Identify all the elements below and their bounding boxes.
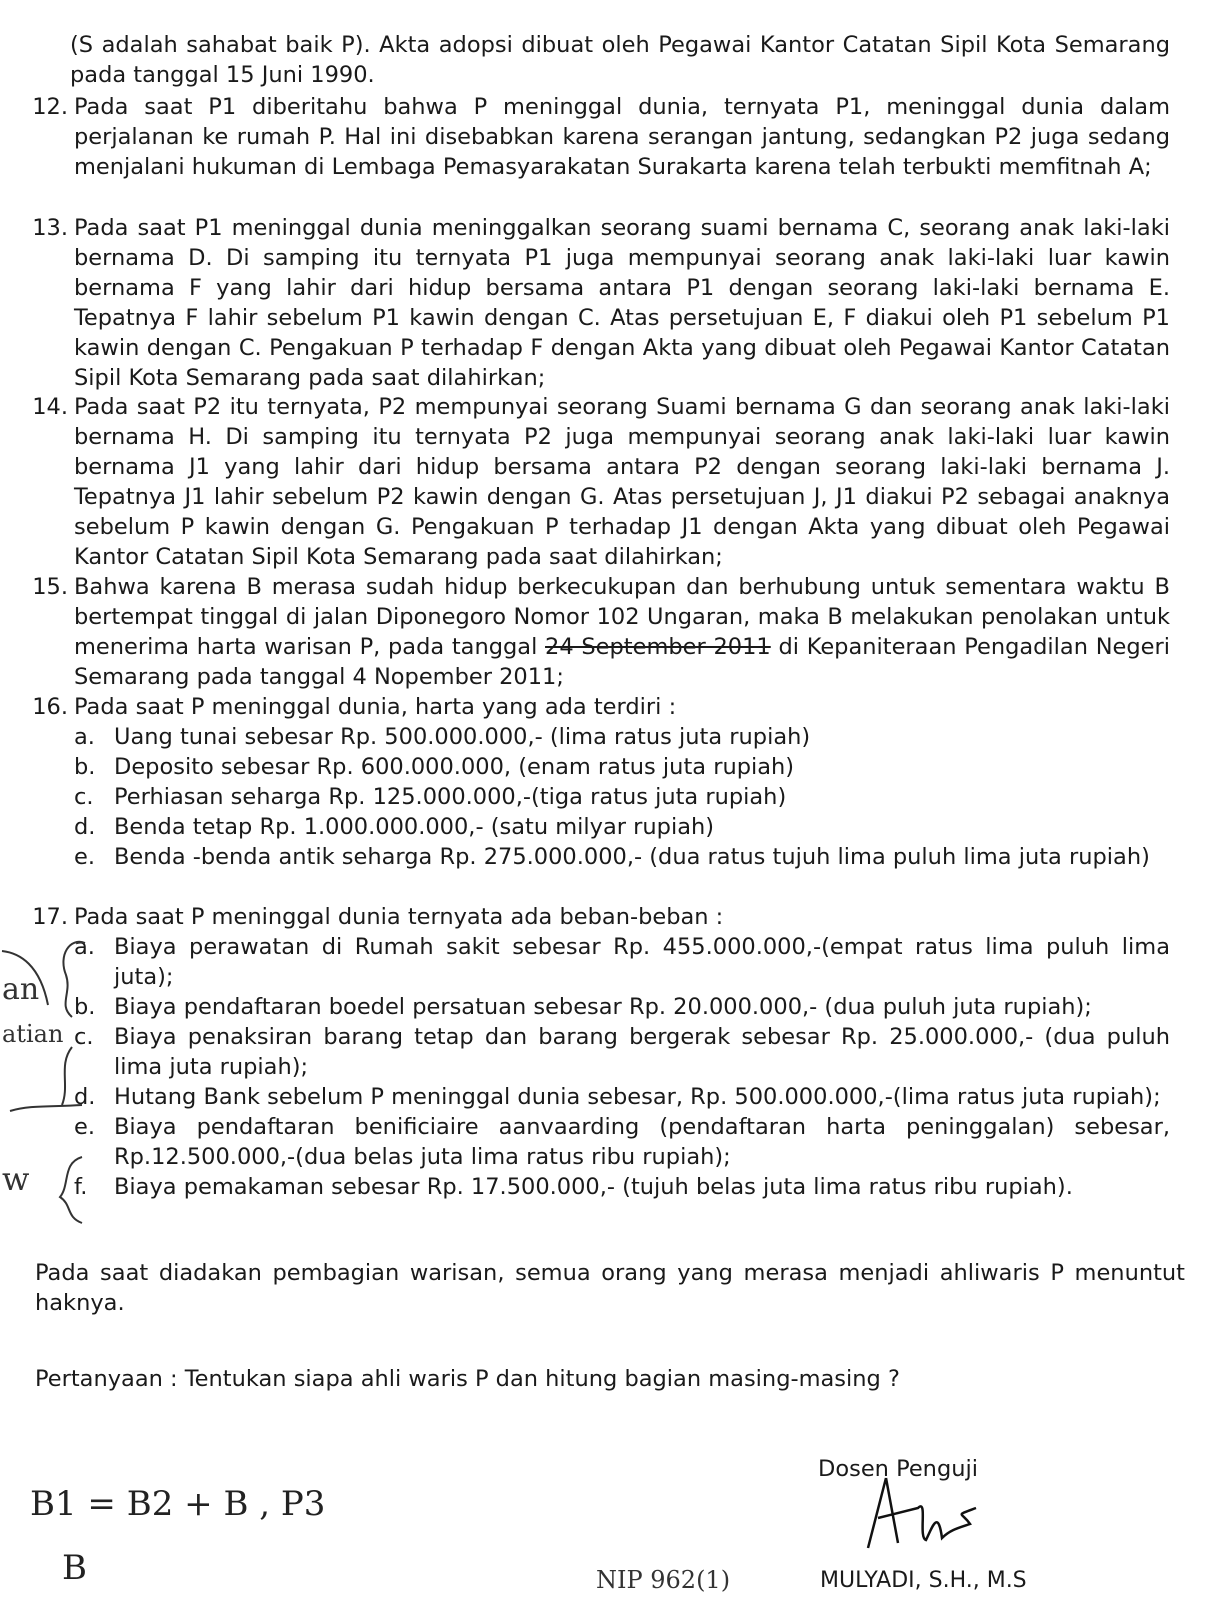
sub-text: Uang tunai sebesar Rp. 500.000.000,- (lima ratus juta rupiah)	[114, 724, 811, 750]
handwritten-margin-note: w	[2, 1160, 30, 1198]
sub-label: b.	[74, 994, 96, 1020]
list-item-16	[20, 692, 1170, 872]
sub-text: Biaya perawatan di Rumah sakit sebesar Rp. 455.000.000,-(empat ratus lima puluh lima juta);	[114, 934, 1170, 990]
sub-label: a.	[74, 934, 95, 960]
sub-label: c.	[74, 784, 94, 810]
item-text	[74, 572, 1170, 692]
sub-item	[74, 812, 1170, 842]
handwritten-letter: B	[62, 1548, 87, 1588]
sub-text: Biaya pendaftaran boedel persatuan sebesar Rp. 20.000.000,- (dua puluh juta rupiah);	[114, 994, 1092, 1020]
examiner-name: MULYADI, S.H., M.S	[820, 1568, 1027, 1593]
sub-label: c.	[74, 1024, 94, 1050]
sub-item	[74, 1022, 1170, 1082]
struck-date: 24 September 2011	[545, 634, 771, 660]
sub-text: Hutang Bank sebelum P meninggal dunia sebesar, Rp. 500.000.000,-(lima ratus juta rupiah);	[114, 1084, 1161, 1110]
item-number: 17.	[32, 904, 68, 930]
sub-label: e.	[74, 844, 95, 870]
item-text-part: Bahwa karena B merasa sudah hidup berkecukupan dan berhubung untuk sementara waktu B bertempat tinggal di jalan Diponegoro Nomor 102 Ungaran, maka B melakukan penolakan untuk menerima harta warisan P, pada tanggal	[74, 574, 1170, 660]
item-text-part: di Kepaniteraan Pengadilan Negeri Semarang pada tanggal 4 Nopember 2011;	[74, 634, 1170, 690]
sub-text: Biaya pendaftaran benificiaire aanvaarding (pendaftaran harta peninggalan) sebesar, Rp.12.500.000,-(dua belas juta lima ratus ribu rupiah);	[114, 1114, 1170, 1170]
sub-text: Benda -benda antik seharga Rp. 275.000.000,- (dua ratus tujuh lima puluh lima juta rupiah)	[114, 844, 1150, 870]
item-number: 12.	[32, 94, 68, 120]
signature	[858, 1468, 988, 1558]
sub-label: d.	[74, 814, 96, 840]
sub-label: f.	[74, 1174, 88, 1200]
item-number: 15.	[32, 574, 68, 600]
sub-item	[74, 932, 1170, 992]
item-text: Pada saat P1 diberitahu bahwa P meninggal dunia, ternyata P1, meninggal dunia dalam perjalanan ke rumah P. Hal ini disebabkan karena serangan jantung, sedangkan P2 juga sedang menjalani hukuman di Lembaga Pemasyarakatan Surakarta karena telah terbukti memfitnah A;	[74, 94, 1170, 180]
list-item-14	[20, 392, 1170, 572]
sub-label: d.	[74, 1084, 96, 1110]
intro-paragraph: (S adalah sahabat baik P). Akta adopsi dibuat oleh Pegawai Kantor Catatan Sipil Kota Semarang pada tanggal 15 Juni 1990.	[70, 32, 1170, 88]
sub-text: Deposito sebesar Rp. 600.000.000, (enam ratus juta rupiah)	[114, 754, 795, 780]
sub-text: Benda tetap Rp. 1.000.000.000,- (satu milyar rupiah)	[114, 814, 715, 840]
sub-item	[74, 992, 1170, 1022]
item-text: Pada saat P meninggal dunia ternyata ada beban-beban :	[74, 904, 724, 930]
sub-item	[74, 842, 1170, 872]
item-number: 14.	[32, 394, 68, 420]
list-item-12	[20, 92, 1170, 182]
question: Pertanyaan : Tentukan siapa ahli waris P dan hitung bagian masing-masing ?	[35, 1366, 900, 1392]
item-text: Pada saat P meninggal dunia, harta yang ada terdiri :	[74, 694, 677, 720]
sub-text: Biaya pemakaman sebesar Rp. 17.500.000,- (tujuh belas juta lima ratus ribu rupiah).	[114, 1174, 1073, 1200]
item-number: 13.	[32, 215, 68, 241]
list-item-13	[20, 213, 1170, 393]
handwritten-nip: NIP 962(1)	[596, 1566, 731, 1594]
sub-text: Perhiasan seharga Rp. 125.000.000,-(tiga ratus juta rupiah)	[114, 784, 787, 810]
sub-text: Biaya penaksiran barang tetap dan barang bergerak sebesar Rp. 25.000.000,- (dua puluh lima juta rupiah);	[114, 1024, 1170, 1080]
handwritten-brackets	[0, 935, 90, 1225]
sub-label: b.	[74, 754, 96, 780]
examiner-label: Dosen Penguji	[818, 1456, 978, 1482]
list-item-15	[20, 572, 1170, 692]
handwritten-margin-note: atian	[2, 1020, 64, 1048]
sub-item	[74, 1112, 1170, 1172]
item-body	[74, 902, 1170, 1202]
sub-item	[74, 1082, 1170, 1112]
handwritten-margin-note: an	[2, 972, 40, 1007]
handwritten-formula: B1 = B2 + B , P3	[30, 1484, 326, 1524]
sub-item	[74, 1172, 1170, 1202]
sub-item	[74, 782, 1170, 812]
sub-label: a.	[74, 724, 95, 750]
item-text: Pada saat P1 meninggal dunia meninggalkan seorang suami bernama C, seorang anak laki-laki bernama D. Di samping itu ternyata P1 juga mempunyai seorang anak laki-laki luar kawin bernama F yang lahir dari hidup bersama antara P1 dengan seorang laki-laki bernama E. Tepatnya F lahir sebelum P1 kawin dengan C. Atas persetujuan E, F diakui oleh P1 sebelum P1 kawin dengan C. Pengakuan P terhadap F dengan Akta yang dibuat oleh Pegawai Kantor Catatan Sipil Kota Semarang pada saat dilahirkan;	[74, 215, 1170, 391]
item-text: Pada saat P2 itu ternyata, P2 mempunyai seorang Suami bernama G dan seorang anak laki-laki bernama H. Di samping itu ternyata P2 juga mempunyai seorang anak laki-laki luar kawin bernama J1 yang lahir dari hidup bersama antara P2 dengan seorang laki-laki bernama J. Tepatnya J1 lahir sebelum P2 kawin dengan G. Atas persetujuan J, J1 diakui P2 sebagai anaknya sebelum P kawin dengan G. Pengakuan P terhadap J1 dengan Akta yang dibuat oleh Pegawai Kantor Catatan Sipil Kota Semarang pada saat dilahirkan;	[74, 394, 1170, 570]
sub-label: e.	[74, 1114, 95, 1140]
item-number: 16.	[32, 694, 68, 720]
closing-paragraph: Pada saat diadakan pembagian warisan, semua orang yang merasa menjadi ahliwaris P menuntut haknya.	[35, 1260, 1185, 1316]
item-body	[74, 692, 1170, 872]
list-item-17	[20, 902, 1170, 1202]
sub-item	[74, 722, 1170, 752]
sub-item	[74, 752, 1170, 782]
